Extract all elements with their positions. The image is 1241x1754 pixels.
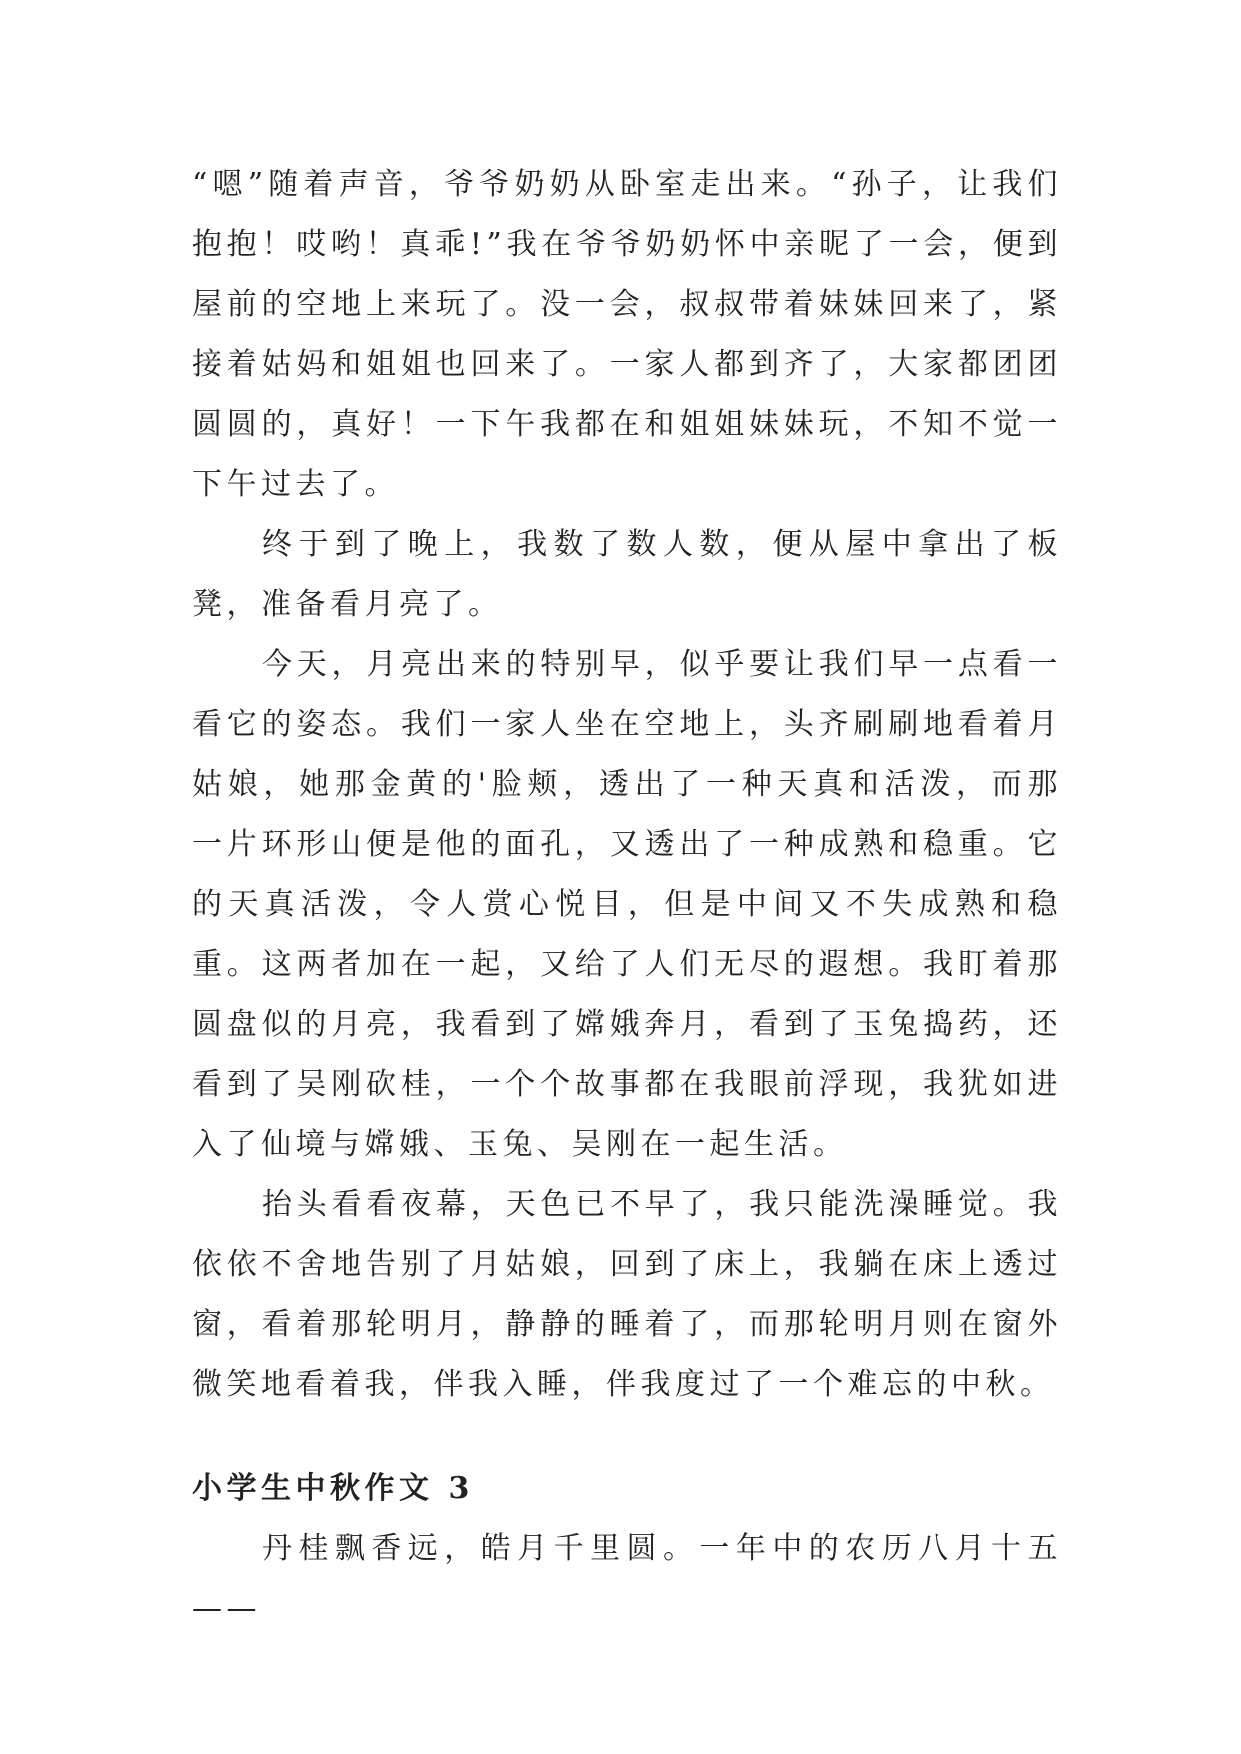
paragraph-4: 抬头看看夜幕，天色已不早了，我只能洗澡睡觉。我依依不舍地告别了月姑娘，回到了床上，我躺在床上透过窗，看着那轮明月，静静的睡着了，而那轮明月则在窗外微笑地看着我，伴我入睡，伴我度过了一个难忘的中秋。: [192, 1187, 1062, 1402]
document-body: [192, 155, 1062, 1639]
paragraph-3: 今天，月亮出来的特别早，似乎要让我们早一点看一看它的姿态。我们一家人坐在空地上，头齐刷刷地看着月姑娘，她那金黄的'脸颊，透出了一种天真和活泼，而那一片环形山便是他的面孔，又透出了一种成熟和稳重。它的天真活泼，令人赏心悦目，但是中间又不失成熟和稳重。这两者加在一起，又给了人们无尽的遐想。我盯着那圆盘似的月亮，我看到了嫦娥奔月，看到了玉兔捣药，还看到了吴刚砍桂，一个个故事都在我眼前浮现，我犹如进入了仙境与嫦娥、玉兔、吴刚在一起生活。: [192, 647, 1062, 1162]
paragraph-2: 终于到了晚上，我数了数人数，便从屋中拿出了板凳，准备看月亮了。: [192, 527, 1062, 622]
section-first-paragraph: 丹桂飘香远，皓月千里圆。一年中的农历八月十五——: [192, 1531, 1062, 1626]
paragraph-1: “嗯”随着声音，爷爷奶奶从卧室走出来。“孙子，让我们抱抱！哎哟！真乖!”我在爷爷奶奶怀中亲昵了一会，便到屋前的空地上来玩了。没一会，叔叔带着妹妹回来了，紧接着姑妈和姐姐也回来了。一家人都到齐了，大家都团团圆圆的，真好！一下午我都在和姐姐妹妹玩，不知不觉一下午过去了。: [192, 167, 1062, 502]
section-heading: 小学生中秋作文 3: [192, 1471, 474, 1506]
